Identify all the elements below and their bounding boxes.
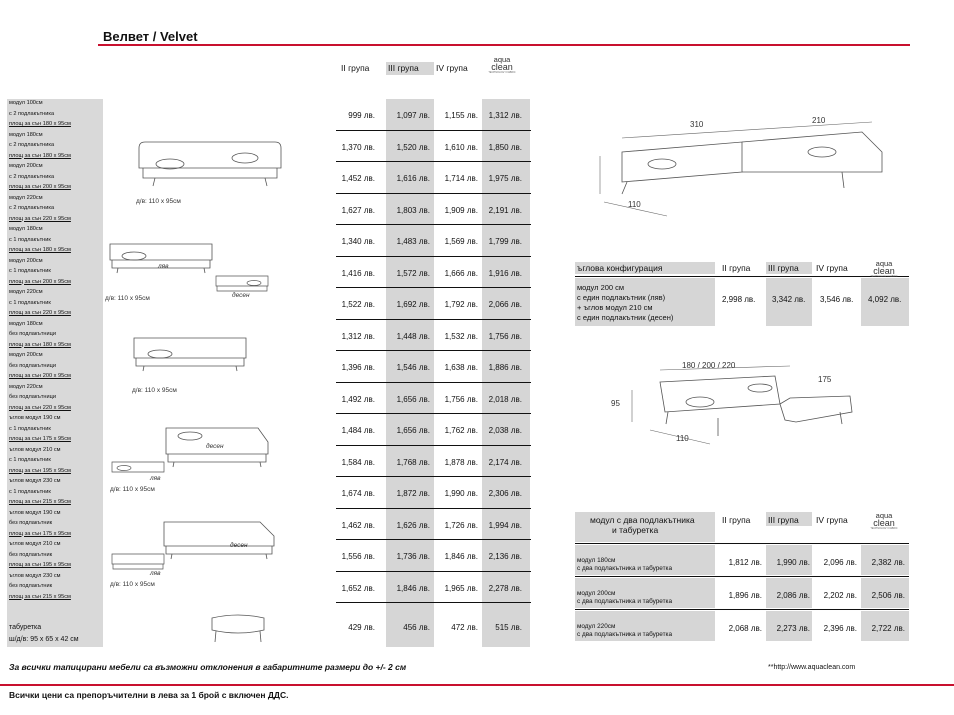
row-label-line: табуретка (9, 624, 42, 631)
row-label-line: модул 180см (9, 131, 43, 138)
row-price: 1,484 лв. (341, 426, 375, 435)
row-price: 1,546 лв. (396, 363, 430, 372)
row-price: 1,396 лв. (341, 363, 375, 372)
row-price: 1,155 лв. (444, 111, 478, 120)
row-price: 2,066 лв. (488, 300, 522, 309)
table-row (7, 99, 531, 131)
row-price: 1,886 лв. (488, 363, 522, 372)
sofa-corner-no-arm-drawing (160, 516, 280, 560)
ottoman-row-price: 1,812 лв. (728, 558, 762, 567)
row-label-line: модул 200см (9, 352, 43, 358)
row-price: 1,492 лв. (341, 394, 375, 404)
corner-header-group-4: IV група (816, 263, 848, 273)
row-price: 1,762 лв. (444, 426, 478, 435)
aquaclean-url[interactable]: **http://www.aquaclean.com (768, 664, 856, 671)
corner-config-title: ъглова конфигурация (577, 263, 663, 273)
row-price: 1,462 лв. (341, 520, 375, 530)
corner-price-g4: 3,546 лв. (820, 295, 854, 304)
row-price: 1,312 лв. (488, 111, 522, 120)
corner-desc-1: модул 200 см (577, 283, 625, 292)
ottoman-header-group-3: III група (768, 515, 799, 525)
row-label-line: с 1 подлакътник (9, 488, 51, 495)
corner-price-g2: 2,998 лв. (722, 295, 756, 304)
ottoman-row-label: модул 200см (577, 590, 616, 597)
row-label-line: ш/д/в: 95 x 65 x 42 см (9, 636, 79, 643)
ottoman-row-label: с два подлакътника и табуретка (577, 565, 673, 572)
row-label-line: модул 180см (9, 226, 43, 232)
row-label-line: без подлакътници (9, 394, 56, 400)
row-price: 1,638 лв. (444, 363, 478, 372)
ottoman-row-label: с два подлакътника и табуретка (577, 631, 673, 638)
dim-label-5: д/в: 110 x 95см (110, 581, 155, 588)
right-label-2: десен (206, 443, 224, 450)
row-price: 1,872 лв. (396, 489, 430, 498)
row-price: 1,792 лв. (444, 300, 478, 309)
row-label-line: с 2 подлакътника (9, 205, 55, 211)
row-label-line: площ за сън 220 x 95см (9, 215, 71, 222)
ottoman-drawing (208, 612, 268, 646)
sofa-2arm-drawing (135, 138, 285, 188)
row-price: 1,626 лв. (396, 520, 430, 530)
row-price: 1,652 лв. (341, 583, 375, 593)
row-label-line: площ за сън 215 x 95см (9, 499, 71, 505)
row-price: 1,312 лв. (341, 331, 375, 341)
row-label-line: площ за сън 180 x 95см (9, 341, 71, 348)
dim-label-1: д/в: 110 x 95см (136, 198, 181, 205)
row-price: 1,452 лв. (341, 174, 375, 183)
row-label-line: с 1 подлакътник (9, 268, 51, 274)
row-label-line: площ за сън 180 x 95см (9, 152, 71, 159)
corner-price-g3: 3,342 лв. (772, 295, 806, 304)
row-price: 1,610 лв. (444, 142, 478, 152)
tolerance-note: За всички тапицирани мебели са възможни отклонения в габаритните размери до +/- 2 см (9, 662, 407, 672)
ottoman-row-label: с два подлакътника и табуретка (577, 598, 673, 605)
row-label-line: площ за сън 180 x 95см (9, 121, 71, 127)
ottoman-header-group-2: II група (722, 515, 751, 525)
table-row (7, 351, 531, 383)
row-label-line: модул 100см (9, 100, 43, 106)
row-price: 2,174 лв. (488, 457, 522, 467)
row-label-line: площ за сън 200 x 95см (9, 373, 71, 379)
ottoman-header-group-4: IV група (816, 515, 848, 525)
row-price: 2,278 лв. (488, 583, 522, 593)
row-label-line: площ за сън 195 x 95см (9, 467, 71, 474)
footer-divider (0, 684, 954, 686)
header-group-4: IV група (436, 63, 468, 73)
sofa-no-arm-drawing (130, 332, 250, 372)
row-price: 456 лв. (403, 623, 430, 632)
row-price: 999 лв. (348, 111, 375, 120)
row-label-line: площ за сън 200 x 95см (9, 278, 71, 285)
row-price: 1,656 лв. (396, 394, 430, 404)
row-price: 1,756 лв. (444, 394, 478, 404)
table-row (7, 614, 531, 647)
ottoman-row-price: 1,990 лв. (776, 558, 810, 567)
row-label-line: площ за сън 220 x 95см (9, 310, 71, 316)
row-label-line: площ за сън 215 x 95см (9, 593, 71, 600)
aqua-clean-logo-ottoman: aqua clean TECHNOLOGY FABRIC (870, 511, 898, 530)
row-price: 2,018 лв. (488, 394, 522, 404)
table-row (7, 320, 531, 352)
row-label-line: без подлакътник (9, 520, 53, 526)
row-label-line: с 2 подлакътника (9, 173, 55, 180)
row-price: 1,627 лв. (341, 205, 375, 215)
row-price: 1,909 лв. (444, 205, 478, 215)
dim-label-3: д/в: 110 x 95см (132, 387, 177, 394)
row-price: 1,666 лв. (444, 268, 478, 278)
row-label-line: ъглов модул 190 см (9, 509, 61, 516)
row-label-line: площ за сън 175 x 95см (9, 530, 71, 537)
row-price: 1,656 лв. (396, 426, 430, 435)
ottoman-row-price: 2,096 лв. (823, 558, 857, 567)
right-label-1: десен (232, 292, 250, 299)
corner-desc-3: + ъглов модул 210 см (577, 303, 653, 312)
right-label-3: десен (230, 542, 248, 549)
row-price: 1,340 лв. (341, 237, 375, 246)
row-label-line: ъглов модул 230 см (9, 478, 61, 484)
row-label-line: без подлакътници (9, 362, 56, 369)
row-price: 1,916 лв. (488, 268, 522, 278)
row-price: 1,674 лв. (341, 489, 375, 498)
dim-label-4: д/в: 110 x 95см (110, 486, 155, 493)
table-row (7, 383, 531, 415)
row-price: 1,726 лв. (444, 520, 478, 530)
row-label-line: площ за сън 200 x 95см (9, 184, 71, 190)
row-label-line: с 2 подлакътника (9, 110, 55, 117)
row-label-line: ъглов модул 210 см (9, 446, 61, 453)
left-label-1: ляв (158, 263, 169, 270)
row-price: 472 лв. (451, 623, 478, 632)
row-price: 1,572 лв. (396, 268, 430, 278)
row-price: 1,799 лв. (488, 237, 522, 246)
row-price: 2,191 лв. (488, 205, 522, 215)
row-price: 1,483 лв. (396, 237, 430, 246)
table-row (7, 225, 531, 257)
table-row (7, 572, 531, 604)
row-label-line: площ за сън 220 x 95см (9, 404, 71, 411)
row-price: 1,692 лв. (396, 300, 430, 309)
row-price: 1,965 лв. (444, 583, 478, 593)
corner-header-group-3: III група (768, 263, 799, 273)
ottoman-row-price: 2,202 лв. (823, 591, 857, 600)
dim-label-2: д/в: 110 x 95см (105, 295, 150, 302)
corner-price-aqua: 4,092 лв. (868, 295, 902, 304)
aqua-clean-logo: aqua clean TECHNOLOGY FABRIC (488, 55, 516, 74)
ottoman-ext: 175 (818, 375, 832, 384)
ottoman-width: 180 / 200 / 220 (682, 361, 736, 370)
row-price: 1,846 лв. (396, 583, 430, 593)
ottoman-row-price: 2,086 лв. (776, 591, 810, 600)
row-label-line: модул 220см (9, 383, 43, 390)
ottoman-row-label: модул 180см (577, 557, 616, 564)
left-label-2: ляв (150, 475, 161, 482)
row-price: 1,416 лв. (341, 268, 375, 278)
row-label-line: с 1 подлакътник (9, 425, 51, 432)
table-row (7, 194, 531, 226)
ottoman-title-1: модул с два подлакътника (590, 515, 695, 525)
row-price: 1,994 лв. (488, 520, 522, 530)
row-price: 1,975 лв. (488, 174, 522, 183)
ottoman-height: 95 (611, 399, 620, 408)
sofa-with-ottoman-drawing (620, 360, 860, 450)
row-price: 1,803 лв. (396, 205, 430, 215)
ottoman-row-price: 2,068 лв. (728, 624, 762, 633)
header-group-3: III група (386, 62, 434, 75)
corner-width-1: 310 (690, 120, 704, 129)
row-label-line: модул 180см (9, 320, 43, 327)
table-row (7, 477, 531, 509)
ottoman-row-price: 2,273 лв. (776, 624, 810, 633)
row-label-line: ъглов модул 210 см (9, 541, 61, 547)
corner-desc-4: с един подлакътник (десен) (577, 313, 674, 322)
row-price: 1,370 лв. (341, 142, 375, 152)
row-price: 1,569 лв. (444, 237, 478, 246)
row-price: 2,306 лв. (488, 489, 522, 498)
row-price: 429 лв. (348, 623, 375, 632)
row-label-line: модул 220см (9, 194, 43, 201)
row-price: 1,756 лв. (488, 331, 522, 341)
corner-header-group-2: II група (722, 263, 751, 273)
row-price: 1,850 лв. (488, 142, 522, 152)
row-label-line: ъглов модул 230 см (9, 572, 61, 579)
row-price: 1,846 лв. (444, 552, 478, 561)
row-price: 1,584 лв. (341, 457, 375, 467)
left-label-3: ляв (150, 570, 161, 577)
corner-width-2: 210 (812, 116, 826, 125)
aqua-clean-logo-corner: aqua clean TECHNOLOGY FABRIC (870, 259, 898, 278)
vat-note: Всички цени са препоръчителни в лева за 1 брой с включен ДДС. (9, 690, 289, 700)
row-label-line: без подлакътник (9, 583, 53, 589)
ottoman-row-price: 2,722 лв. (871, 624, 905, 633)
ottoman-depth: 110 (676, 434, 689, 443)
ottoman-row-price: 2,396 лв. (823, 624, 857, 633)
row-price: 1,878 лв. (444, 457, 478, 467)
row-label-line: с 2 подлакътника (9, 142, 55, 148)
row-label-line: модул 200см (9, 163, 43, 169)
row-price: 1,448 лв. (396, 331, 430, 341)
row-label-line: площ за сън 180 x 95см (9, 247, 71, 253)
row-price: 1,522 лв. (341, 300, 375, 309)
row-label-line: модул 220см (9, 289, 43, 295)
row-label-line: модул 200см (9, 257, 43, 264)
row-price: 1,768 лв. (396, 457, 430, 467)
ottoman-row-price: 2,506 лв. (871, 591, 905, 600)
row-label-line: площ за сън 195 x 95см (9, 562, 71, 568)
row-label-line: с 1 подлакътник (9, 299, 51, 306)
page-title: Велвет / Velvet (103, 29, 198, 44)
row-price: 515 лв. (495, 623, 522, 632)
row-label-line: с 1 подлакътник (9, 457, 51, 463)
row-price: 1,520 лв. (396, 142, 430, 152)
row-price: 1,097 лв. (396, 111, 430, 120)
row-price: 2,038 лв. (488, 426, 522, 435)
header-group-2: II група (341, 63, 370, 73)
row-price: 1,714 лв. (444, 174, 478, 183)
row-price: 1,556 лв. (341, 552, 375, 561)
ottoman-row-price: 1,896 лв. (728, 591, 762, 600)
title-divider (98, 44, 910, 46)
row-label-line: без подлакътници (9, 331, 56, 337)
row-label-line: с 1 подлакътник (9, 236, 51, 243)
row-label-line: ъглов модул 190 см (9, 415, 61, 421)
row-label-line: площ за сън 175 x 95см (9, 436, 71, 442)
corner-depth: 110 (628, 200, 641, 209)
ottoman-row-label: модул 220см (577, 623, 616, 630)
ottoman-title-2: и табуретка (612, 525, 659, 535)
ottoman-row-price: 2,382 лв. (871, 558, 905, 567)
row-price: 1,990 лв. (444, 489, 478, 498)
row-price: 1,616 лв. (396, 174, 430, 183)
row-price: 2,136 лв. (488, 552, 522, 561)
row-label-line: без подлакътник (9, 551, 53, 558)
row-price: 1,532 лв. (444, 331, 478, 341)
row-price: 1,736 лв. (396, 552, 430, 561)
corner-desc-2: с един подлакътник (ляв) (577, 293, 666, 302)
